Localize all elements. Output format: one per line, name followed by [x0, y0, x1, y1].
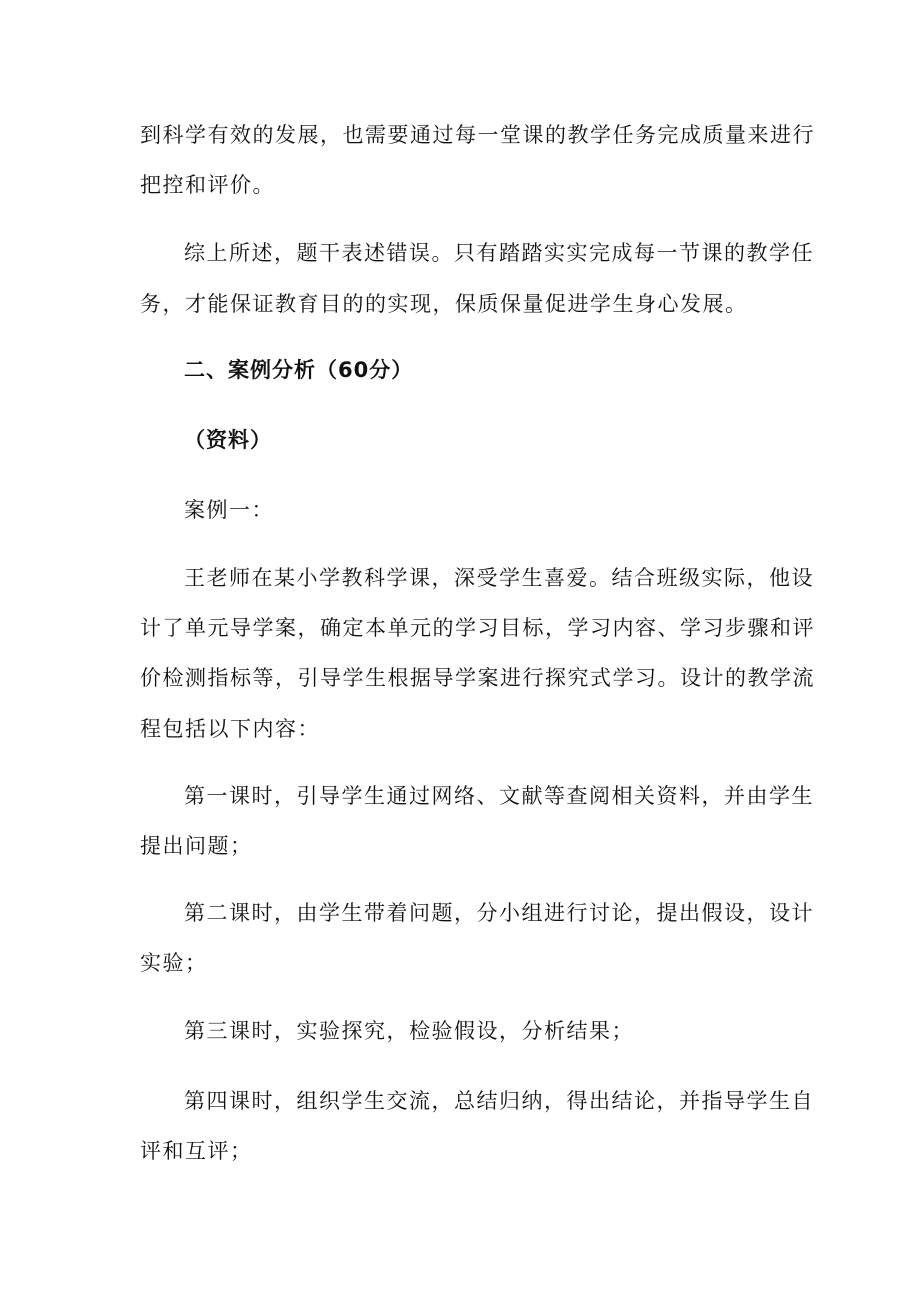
text-line: 第三课时，实验探究，检验假设，分析结果；	[184, 1019, 634, 1043]
text-line: 计了单元导学案，确定本单元的学习目标，学习内容、学习步骤和评	[140, 616, 815, 640]
text-line: 程包括以下内容：	[140, 717, 320, 741]
case-label: 案例一：	[184, 498, 274, 522]
text-line: 务，才能保证教育目的的实现，保质保量促进学生身心发展。	[140, 292, 748, 316]
text-line: 价检测指标等，引导学生根据导学案进行探究式学习。设计的教学流	[140, 666, 815, 690]
text-line: 第四课时，组织学生交流，总结归纳，得出结论，并指导学生自	[184, 1089, 814, 1113]
text-line: 把控和评价。	[140, 173, 275, 197]
text-line: 王老师在某小学教科学课，深受学生喜爱。结合班级实际，他设	[184, 566, 814, 590]
text-line: 综上所述，题干表述错误。只有踏踏实实完成每一节课的教学任	[184, 241, 814, 265]
section-heading: 二、案例分析（60分）	[184, 358, 414, 382]
text-line: 到科学有效的发展，也需要通过每一堂课的教学任务完成质量来进行	[140, 123, 815, 147]
text-line: 实验；	[140, 951, 208, 975]
text-line: 第二课时，由学生带着问题，分小组进行讨论，提出假设，设计	[184, 901, 814, 925]
text-line: 提出问题；	[140, 834, 253, 858]
text-line: 评和互评；	[140, 1139, 253, 1163]
material-label: （资料）	[184, 428, 272, 452]
text-line: 第一课时，引导学生通过网络、文献等查阅相关资料，并由学生	[184, 784, 814, 808]
